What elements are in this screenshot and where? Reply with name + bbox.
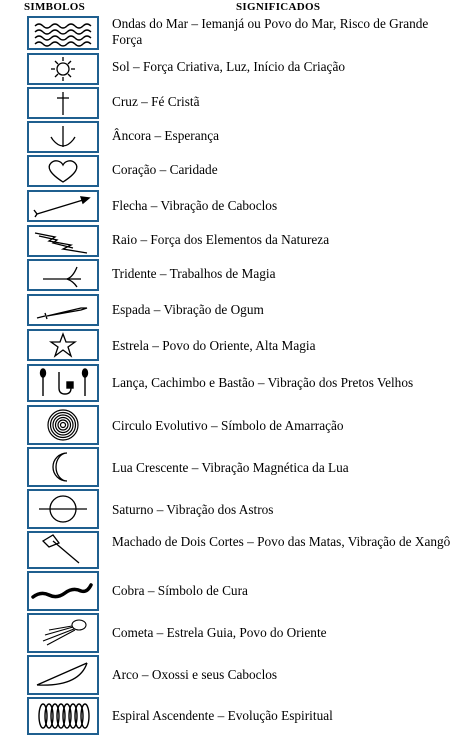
- sword-icon: [29, 296, 97, 324]
- table-row: [0, 14, 474, 52]
- symbol-cell: [27, 294, 99, 326]
- table-row: [0, 612, 474, 654]
- saturn-icon: [29, 491, 97, 527]
- symbol-cell: [27, 155, 99, 187]
- meanings-header: SIGNIFICADOS: [236, 1, 321, 13]
- meaning-text: Circulo Evolutivo – Símbolo de Amarração: [112, 418, 344, 433]
- table-row: [0, 362, 474, 404]
- symbol-cell: [27, 87, 99, 119]
- table-row: [0, 530, 474, 570]
- meaning-text: Espiral Ascendente – Evolução Espiritual: [112, 708, 333, 723]
- snake-icon: [29, 573, 97, 609]
- symbol-cell: [27, 571, 99, 611]
- table-row: [0, 328, 474, 362]
- star-icon: [29, 331, 97, 359]
- meaning-text: Lança, Cachimbo e Bastão – Vibração dos Pretos Velhos: [112, 375, 414, 390]
- double-axe-icon: [29, 533, 97, 567]
- symbol-cell: [27, 489, 99, 529]
- table-row: [0, 224, 474, 258]
- table-row: [0, 86, 474, 120]
- lightning-icon: [29, 227, 97, 255]
- symbol-cell: [27, 53, 99, 85]
- heart-icon: [29, 157, 97, 185]
- table-row: [0, 120, 474, 154]
- spear-pipe-staff-icon: [29, 366, 97, 400]
- arrow-icon: [29, 192, 97, 220]
- ascending-spiral-icon: [29, 699, 97, 733]
- trident-icon: [29, 261, 97, 289]
- symbol-cell: [27, 655, 99, 695]
- table-row: [0, 488, 474, 530]
- table-row: [0, 446, 474, 488]
- table-row: [0, 154, 474, 188]
- table-row: [0, 696, 474, 736]
- symbol-cell: [27, 190, 99, 222]
- symbol-cell: [27, 405, 99, 445]
- meaning-text: Coração – Caridade: [112, 162, 218, 177]
- crescent-moon-icon: [29, 449, 97, 485]
- meaning-text: Sol – Força Criativa, Luz, Início da Criação: [112, 59, 345, 74]
- table-row: [0, 188, 474, 224]
- table-row: [0, 654, 474, 696]
- meaning-text: Âncora – Esperança: [112, 128, 220, 143]
- symbol-cell: [27, 121, 99, 153]
- symbol-cell: [27, 447, 99, 487]
- symbol-cell: [27, 225, 99, 257]
- table-row: [0, 52, 474, 86]
- table-row: [0, 404, 474, 446]
- table-row: [0, 292, 474, 328]
- meaning-text: Cruz – Fé Cristã: [112, 94, 200, 109]
- spiral-circle-icon: [29, 407, 97, 443]
- meaning-text: Tridente – Trabalhos de Magia: [112, 266, 276, 281]
- table-row: [0, 258, 474, 292]
- table-row: [0, 570, 474, 612]
- meaning-text: Cobra – Símbolo de Cura: [112, 583, 248, 598]
- meaning-text: Ondas do Mar – Iemanjá ou Povo do Mar, Risco de Grande Força: [112, 16, 429, 47]
- symbol-cell: [27, 16, 99, 50]
- symbol-cell: [27, 259, 99, 291]
- symbol-cell: [27, 697, 99, 735]
- symbols-header: SIMBOLOS: [24, 1, 86, 13]
- symbol-cell: [27, 613, 99, 653]
- meaning-text: Machado de Dois Cortes – Povo das Matas, Vibração de Xangô: [112, 534, 451, 549]
- anchor-icon: [29, 123, 97, 151]
- meaning-text: Espada – Vibração de Ogum: [112, 302, 264, 317]
- meaning-text: Arco – Oxossi e seus Caboclos: [112, 667, 278, 682]
- symbol-cell: [27, 329, 99, 361]
- symbol-cell: [27, 531, 99, 569]
- cross-icon: [29, 89, 97, 117]
- sun-icon: [29, 55, 97, 83]
- comet-icon: [29, 615, 97, 651]
- waves-icon: [29, 18, 97, 48]
- meaning-text: Cometa – Estrela Guia, Povo do Oriente: [112, 625, 327, 640]
- bow-icon: [29, 657, 97, 693]
- symbol-cell: [27, 364, 99, 402]
- meaning-text: Raio – Força dos Elementos da Natureza: [112, 232, 330, 247]
- meaning-text: Estrela – Povo do Oriente, Alta Magia: [112, 338, 316, 353]
- meaning-text: Lua Crescente – Vibração Magnética da Lua: [112, 460, 349, 475]
- meaning-text: Flecha – Vibração de Caboclos: [112, 198, 278, 213]
- meaning-text: Saturno – Vibração dos Astros: [112, 502, 274, 517]
